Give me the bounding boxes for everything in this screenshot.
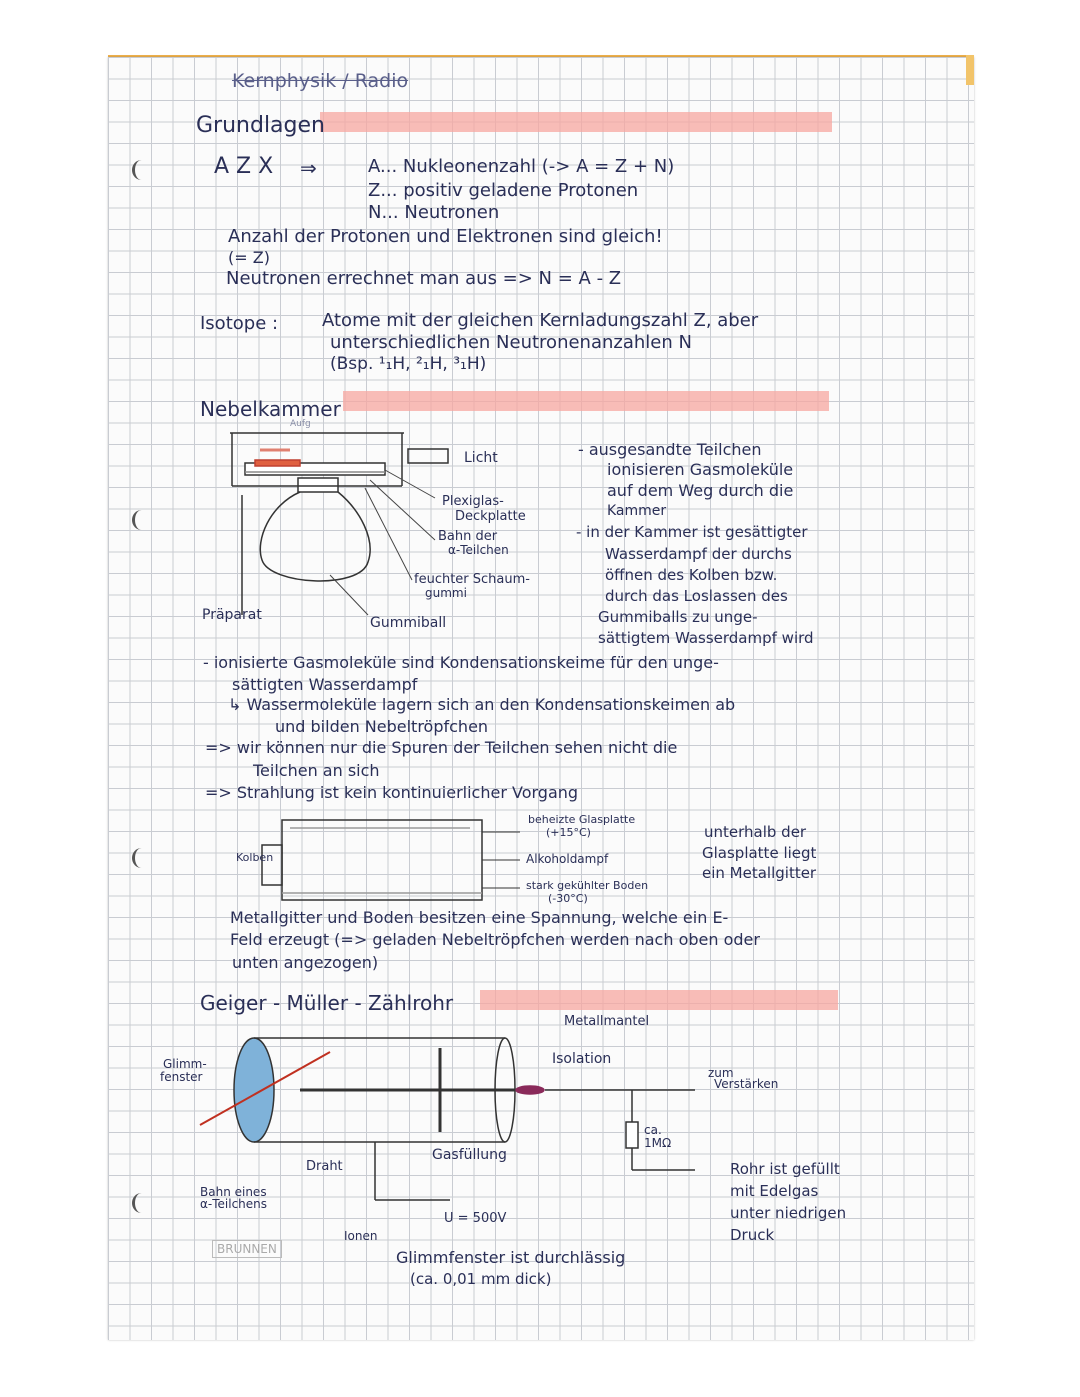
label-schaumgummi: feuchter Schaum- <box>414 572 530 587</box>
body-line: => wir können nur die Spuren der Teilchen sehen nicht die <box>205 738 678 757</box>
label-glasplatte: beheizte Glasplatte <box>528 813 636 826</box>
label-verstaerker-2: Verstärken <box>714 1077 779 1091</box>
body-line: unten angezogen) <box>232 953 379 972</box>
section-heading-nebelkammer: Nebelkammer <box>200 397 341 421</box>
definition-a: A... Nukleonenzahl (-> A = Z + N) <box>368 156 675 177</box>
glimm-note: Glimmfenster ist durchlässig <box>396 1248 626 1267</box>
isotope-example: (Bsp. ¹₁H, ²₁H, ³₁H) <box>330 354 487 374</box>
body-line: - ionisierte Gasmoleküle sind Kondensationskeime für den unge- <box>203 653 719 672</box>
side-note: unter niedrigen <box>730 1204 847 1222</box>
body-line: => Strahlung ist kein kontinuierlicher Vorgang <box>205 783 579 802</box>
label-boden: stark gekühlter Boden <box>526 879 649 892</box>
isotope-definition: unterschiedlichen Neutronenanzahlen N <box>330 332 692 353</box>
note-line: Kammer <box>607 503 667 519</box>
note-line: - in der Kammer ist gesättigter <box>576 523 808 541</box>
body-line: Teilchen an sich <box>253 761 380 780</box>
definition-z: Z... positiv geladene Protonen <box>368 180 639 201</box>
isotope-label: Isotope : <box>200 313 279 334</box>
section-heading-grundlagen: Grundlagen <box>196 113 325 138</box>
body-line: und bilden Nebeltröpfchen <box>275 717 489 736</box>
label-glimmfenster-2: fenster <box>160 1070 203 1084</box>
label-ionen: Ionen <box>344 1229 378 1243</box>
side-note: unterhalb der <box>704 823 807 841</box>
label-bahn-alpha-2: α-Teilchens <box>200 1197 268 1211</box>
label-draht: Draht <box>306 1159 343 1174</box>
label-glasplatte-temp: (+15°C) <box>546 826 591 839</box>
small-note: Aufg <box>290 419 311 429</box>
label-praeparat: Präparat <box>202 607 262 623</box>
text-line: Anzahl der Protonen und Elektronen sind gleich! <box>228 226 663 247</box>
label-widerstand: ca. <box>644 1123 662 1137</box>
side-note: Druck <box>730 1226 775 1244</box>
side-note: mit Edelgas <box>730 1182 819 1200</box>
label-glimmfenster: Glimm- <box>163 1057 207 1071</box>
side-note: Glasplatte liegt <box>702 844 817 862</box>
label-kolben: Kolben <box>236 851 274 864</box>
implies-arrow: ⇒ <box>300 156 317 180</box>
label-licht: Licht <box>464 450 498 466</box>
body-line: Feld erzeugt (=> geladen Nebeltröpfchen werden nach oben oder <box>230 930 760 949</box>
note-line: durch das Loslassen des <box>605 587 788 605</box>
label-gasfuellung: Gasfüllung <box>432 1147 507 1163</box>
body-line: ↳ Wassermoleküle lagern sich an den Kondensationskeimen ab <box>228 695 736 714</box>
cloud-chamber-diagram <box>230 433 448 615</box>
body-line: Metallgitter und Boden besitzen eine Spannung, welche ein E- <box>230 908 729 927</box>
definition-n: N... Neutronen <box>368 202 500 223</box>
side-note: Rohr ist gefüllt <box>730 1160 840 1178</box>
geiger-mueller-tube-diagram <box>200 1038 695 1200</box>
label-isolation: Isolation <box>552 1051 612 1067</box>
cloud-chamber-diagram-2 <box>262 820 520 900</box>
note-line: Wasserdampf der durchs <box>605 545 792 563</box>
label-bahn-alpha: Bahn eines <box>200 1185 267 1199</box>
brand-logo: BRUNNEN <box>212 1240 282 1258</box>
label-alpha: α-Teilchen <box>448 543 509 557</box>
isotope-definition: Atome mit der gleichen Kernladungszahl Z, aber <box>322 310 759 331</box>
glimm-note: (ca. 0,01 mm dick) <box>410 1270 552 1288</box>
note-line: ionisieren Gasmoleküle <box>607 460 794 479</box>
note-line: öffnen des Kolben bzw. <box>605 566 778 584</box>
note-line: Gummiballs zu unge- <box>598 608 758 626</box>
text-line: Neutronen errechnet man aus => N = A - Z <box>226 268 622 289</box>
label-schaumgummi-2: gummi <box>425 586 467 600</box>
label-bahn: Bahn der <box>438 529 498 544</box>
label-verstaerker: zum <box>708 1066 734 1080</box>
label-boden-temp: (-30°C) <box>548 892 588 905</box>
section-heading-geiger: Geiger - Müller - Zählrohr <box>200 991 454 1015</box>
label-gummiball: Gummiball <box>370 615 447 631</box>
label-widerstand-2: 1MΩ <box>644 1136 672 1150</box>
note-line: sättigtem Wasserdampf wird <box>598 629 814 647</box>
note-line: - ausgesandte Teilchen <box>578 440 762 459</box>
nuclide-symbol: A Z X <box>214 154 274 179</box>
body-line: sättigten Wasserdampf <box>232 675 418 694</box>
text-line: (= Z) <box>228 248 270 267</box>
note-line: auf dem Weg durch die <box>607 481 794 500</box>
label-spannung: U = 500V <box>444 1211 507 1226</box>
side-note: ein Metallgitter <box>702 864 817 882</box>
label-alkoholdampf: Alkoholdampf <box>526 852 609 866</box>
label-plexiglas: Plexiglas- <box>442 494 504 509</box>
label-metallmantel: Metallmantel <box>564 1014 650 1029</box>
page-title: Kernphysik / Radio <box>232 70 409 92</box>
label-deckplatte: Deckplatte <box>455 509 526 524</box>
